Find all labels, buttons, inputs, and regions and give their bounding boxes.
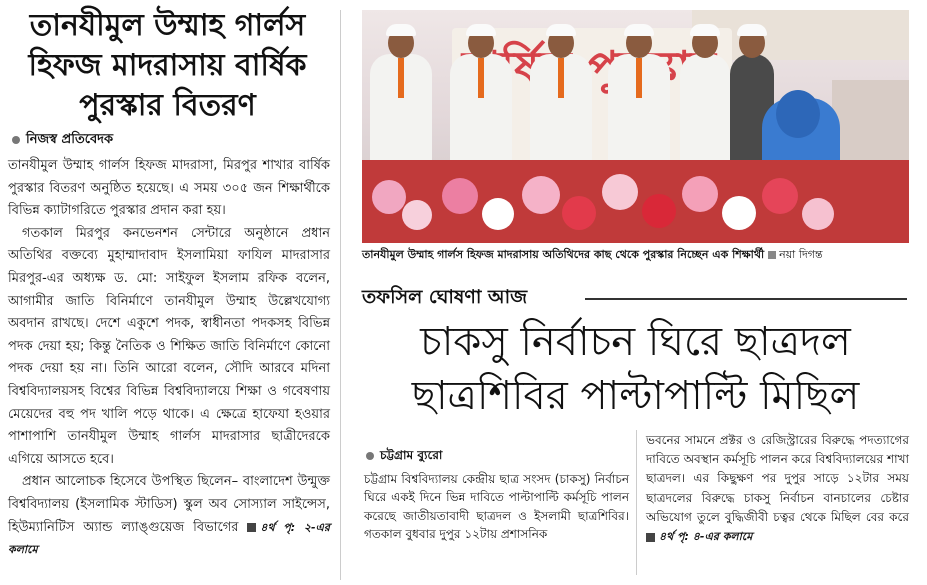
- right-headline: চাকসু নির্বাচন ঘিরে ছাত্রদল ছাত্রশিবির পাল্টাপাল্টি মিছিল: [411, 319, 860, 419]
- right-column-2-paragraph: [646, 431, 909, 546]
- left-paragraph-3: [8, 471, 330, 561]
- photo-banner-text: বার্ষিক: [462, 41, 572, 95]
- right-byline-text: চট্টগ্রাম ব্যুরো: [380, 448, 443, 462]
- column-divider: [340, 10, 341, 580]
- bullet-icon: [12, 136, 20, 144]
- right-jump-text: ৪র্থ পৃ: ৪-এর কলামে: [659, 530, 753, 544]
- left-body: [8, 155, 330, 562]
- right-column-2: [646, 431, 909, 546]
- jump-marker-icon: [247, 523, 256, 532]
- left-paragraph-2: গতকাল মিরপুর কনভেনশন সেন্টারে অনুষ্ঠানে প্রধান অতিথির বক্তব্যে মুহাম্মাদাবাদ ইসলামিয়া ফাযিল মাদরাসার মিরপুর-এর অধ্যক্ষ ড. মো: সাইফুল ইসলাম রফিক বলেন, আগামীর জাতি বিনির্মাণে তানযীমুল উম্মাহ উল্লেখযোগ্য অবদান রাখছে। দেশে একুশে পদক, স্বাধীনতা পদকসহ বিভিন্ন পদক দেয়া হয়; কিন্তু নৈতিক ও শিক্ষিত জাতি বিনির্মাণে কোনো পদক দেয়া হয় না। তিনি আরো বলেন, সৌদি আরবে মদিনা বিশ্ববিদ্যালয়সহ বিশ্বের বিভিন্ন বিশ্ববিদ্যালয়ে শিক্ষা ও গবেষণায় মেয়েদের বহু পদ খালি পড়ে থাকে। এ ক্ষেত্রে হাফেযা হওয়ার পাশাপাশি তানযীমুল উম্মাহ গার্লস মাদরাসার ছাত্রীদেরকে এগিয়ে আসতে হবে।: [8, 225, 330, 467]
- right-column-1-text: চট্টগ্রাম বিশ্ববিদ্যালয় কেন্দ্রীয় ছাত্র সংসদ (চাকসু) নির্বাচন ঘিরে একই দিনে ভিন্ন দাবিতে পাল্টাপাল্টি কর্মসূচি পালন করেছে জাতীয়তাবাদী ছাত্রদল ও ইসলামী ছাত্রশিবির। গতকাল বুধবার দুপুর ১২টায় প্রশাসনিক: [364, 472, 629, 542]
- photo-flowers: [362, 170, 842, 240]
- caption-text: তানযীমুল উম্মাহ গার্লস হিফজ মাদরাসায় অতিথিদের কাছ থেকে পুরস্কার নিচ্ছেন এক শিক্ষার্থী: [362, 248, 765, 261]
- photo-caption: [362, 247, 909, 263]
- left-paragraph-3-text: প্রধান আলোচক হিসেবে উপস্থিত ছিলেন– বাংলাদেশ উন্মুক্ত বিশ্ববিদ্যালয় (ইসলামিক স্টাডিস) স্কুল অব সোস্যাল সাইন্সেস, হিউম্যানিটিস অ্যান্ড ল্যাঙ্গুয়েজ বিভাগের: [8, 474, 330, 535]
- left-byline: [12, 130, 113, 151]
- event-photo: [362, 10, 909, 243]
- right-byline: [366, 447, 442, 467]
- left-article: [0, 0, 335, 585]
- right-kicker: তফসিল ঘোষণা আজ: [362, 286, 528, 308]
- right-column-divider: [636, 430, 637, 575]
- left-paragraph-1: তানযীমুল উম্মাহ গার্লস হিফজ মাদরাসা, মিরপুর শাখার বার্ষিক পুরস্কার বিতরণ অনুষ্ঠিত হয়েছে। এ সময় ৩০৫ জন শিক্ষার্থীকে বিভিন্ন ক্যাটাগরিতে পুরস্কার প্রদান করা হয়।: [8, 158, 330, 219]
- right-jump-link[interactable]: [646, 530, 752, 543]
- left-byline-text: নিজস্ব প্রতিবেদক: [26, 132, 114, 147]
- jump-marker-icon: [646, 533, 655, 542]
- credit-marker-icon: [768, 251, 776, 259]
- left-headline: তানযীমুল উম্মাহ গার্লস হিফজ মাদরাসায় বার্ষিক পুরস্কার বিতরণ: [28, 8, 307, 123]
- photo-credit: নয়া দিগন্ত: [779, 248, 823, 261]
- bullet-icon: [366, 452, 374, 460]
- right-column-1: [364, 470, 629, 544]
- right-column-2-text: ভবনের সামনে প্রক্টর ও রেজিস্ট্রারের বিরুদ্ধে পদত্যাগের দাবিতে অবস্থান কর্মসূচি পালন করে বিশ্ববিদ্যালয়ের শাখা ছাত্রদল। এর কিছুক্ষণ পর দুপুর সাড়ে ১২টার সময় ছাত্রদলের বিরুদ্ধে চাকসু নির্বাচন বানচালের চেষ্টার অভিযোগ তুলে বুদ্ধিজীবী চত্বর থেকে মিছিল বের করে: [646, 433, 909, 524]
- kicker-rule: [585, 298, 907, 300]
- left-jump-text: ৪র্থ পৃ: ২-এর কলামে: [8, 520, 330, 557]
